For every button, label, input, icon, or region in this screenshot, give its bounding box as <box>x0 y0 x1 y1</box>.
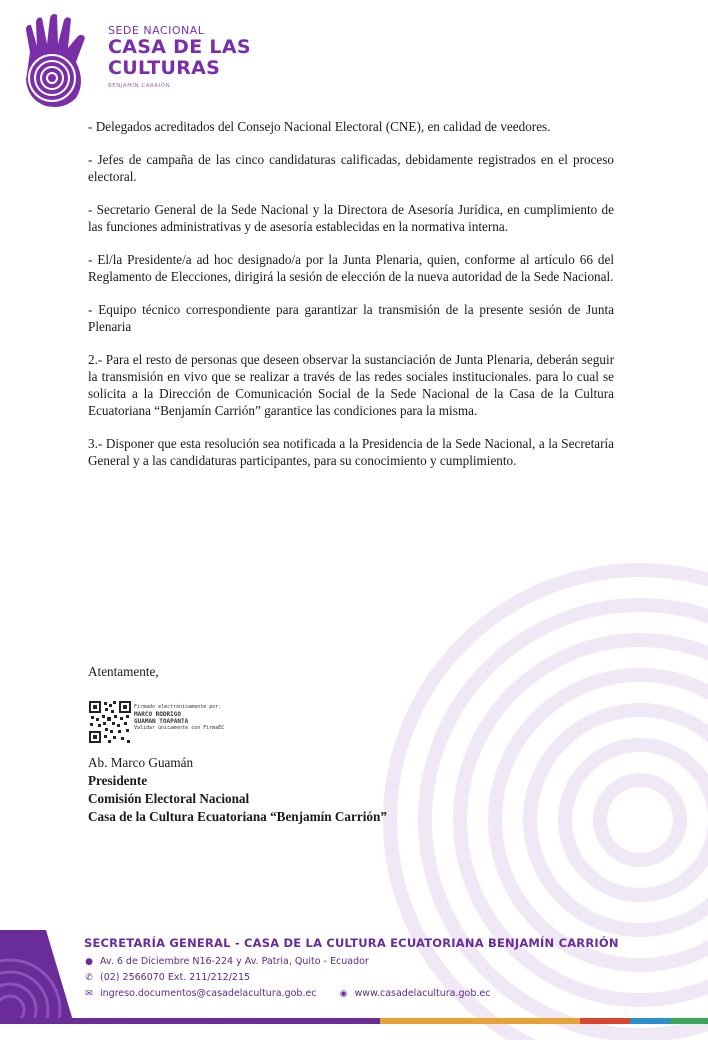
electronic-signature <box>88 700 225 746</box>
color-bar-segment <box>580 1018 630 1024</box>
footer-website[interactable]: www.casadelacultura.gob.ec <box>354 988 491 999</box>
stamp-line: Validar únicamente con FirmaEC <box>134 725 225 731</box>
color-bar-segment <box>380 1018 580 1024</box>
logo-tagline: BENJAMÍN CARRIÓN <box>108 83 171 89</box>
logo-sede: SEDE NACIONAL <box>108 24 205 37</box>
closing-salutation: Atentamente, <box>88 664 159 679</box>
footer-phone: (02) 2566070 Ext. 211/212/215 <box>100 972 251 983</box>
signer-name: Ab. Marco Guamán <box>88 755 194 770</box>
footer-links-row <box>84 986 619 1002</box>
globe-icon: ◉ <box>339 989 348 999</box>
signature-stamp-text <box>134 704 224 732</box>
hand-logo-icon <box>20 12 98 110</box>
color-bar-segment <box>670 1018 708 1024</box>
footer-email[interactable]: ingreso.documentos@casadelacultura.gob.ec <box>100 988 317 999</box>
paragraph: - Jefes de campaña de las cinco candidaturas calificadas, debidamente registrados en el proceso electoral. <box>88 152 614 184</box>
stamp-line: Firmado electrónicamente por: <box>134 704 222 710</box>
signer-institution: Casa de la Cultura Ecuatoriana “Benjamín Carrión” <box>88 809 387 824</box>
paragraph: 3.- Disponer que esta resolución sea notificada a la Presidencia de la Sede Nacional, a la Secretaría General y a las candidaturas participantes, para su conocimiento y cumplimiento. <box>88 436 614 468</box>
footer-fingerprint-graphic <box>0 930 80 1024</box>
location-icon: ● <box>85 957 93 967</box>
footer-address-row <box>84 954 619 970</box>
paragraph: - Delegados acreditados del Consejo Nacional Electoral (CNE), en calidad de veedores. <box>88 119 551 134</box>
signer-role: Presidente <box>88 773 148 788</box>
document-body <box>88 118 614 485</box>
email-icon: ✉ <box>85 989 93 999</box>
footer-phone-row <box>84 970 619 986</box>
footer-contact <box>84 936 619 1002</box>
logo-line1: CASA DE LAS <box>108 36 251 58</box>
qr-code-icon <box>88 700 132 744</box>
color-bar-segment <box>0 1018 380 1024</box>
stamp-signer-surname: GUAMAN TOAPANTA <box>134 718 189 725</box>
signer-body: Comisión Electoral Nacional <box>88 791 250 806</box>
institution-logo <box>108 24 251 89</box>
phone-icon: ✆ <box>85 973 93 983</box>
paragraph: - Equipo técnico correspondiente para garantizar la transmisión de la presente sesión de Junta Plenaria <box>88 302 614 334</box>
color-bar-segment <box>630 1018 670 1024</box>
paragraph: 2.- Para el resto de personas que deseen observar la sustanciación de Junta Plenaria, deberán seguir la transmisión en vivo que se realizar a través de las redes sociales institucionales. para lo cual se solicita a la Dirección de Comunicación Social de la Sede Nacional de la Casa de la Cultura Ecuatoriana “Benjamín Carrión” garantice las condiciones para la misma. <box>88 352 614 418</box>
logo-line2: CULTURAS <box>108 57 221 79</box>
footer-title: SECRETARÍA GENERAL - CASA DE LA CULTURA ECUATORIANA BENJAMÍN CARRIÓN <box>84 936 619 950</box>
signer-block <box>88 754 387 826</box>
stamp-signer-name: MARCO RODRIGO <box>134 711 181 718</box>
paragraph: - Secretario General de la Sede Nacional y la Directora de Asesoría Jurídica, en cumplimiento de las funciones administrativas y de asesoría establecidas en la normativa interna. <box>88 202 614 234</box>
paragraph: - El/la Presidente/a ad hoc designado/a por la Junta Plenaria, quien, conforme al artículo 66 del Reglamento de Elecciones, dirigirá la sesión de elección de la nueva autoridad de la Sede Nacional. <box>88 252 614 284</box>
footer-address: Av. 6 de Diciembre N16-224 y Av. Patria, Quito - Ecuador <box>100 956 369 967</box>
